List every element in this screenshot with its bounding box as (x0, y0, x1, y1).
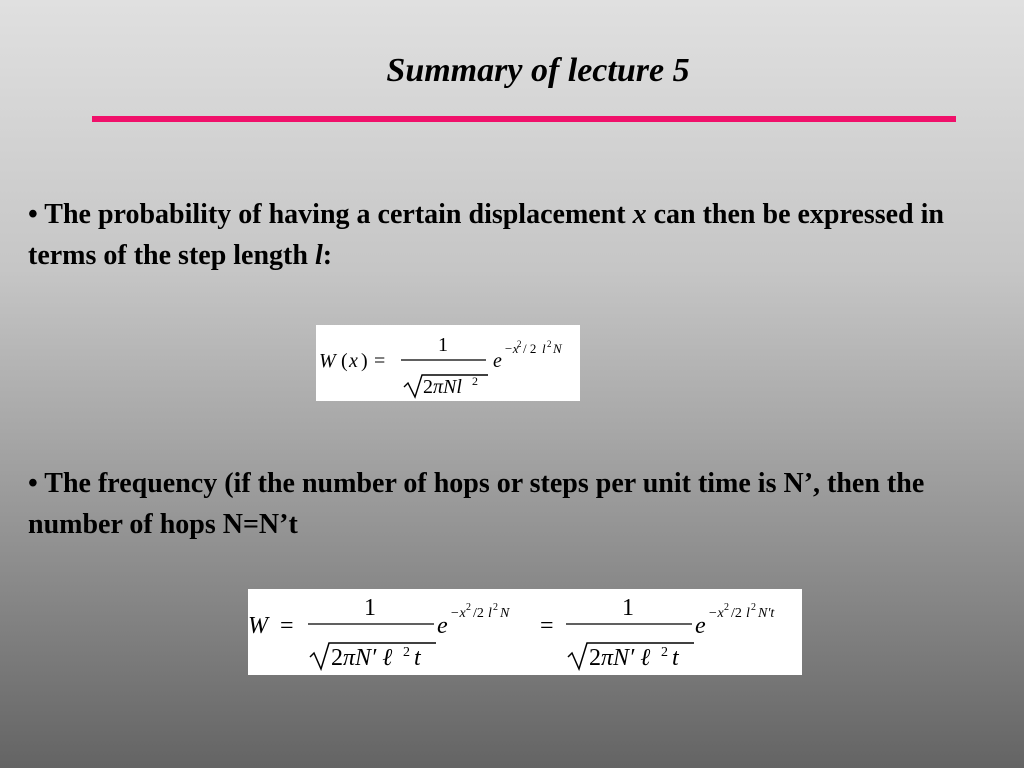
svg-text:e: e (493, 350, 502, 372)
svg-text:2: 2 (589, 645, 601, 671)
variable-x: x (632, 199, 647, 230)
svg-text:2: 2 (751, 602, 756, 613)
equation-time-dependent (248, 589, 802, 675)
svg-text:t: t (672, 645, 679, 671)
bullet-marker: • (28, 468, 38, 499)
svg-text:1: 1 (364, 595, 376, 621)
svg-text:2: 2 (466, 602, 471, 613)
svg-text:πN′ ℓ: πN′ ℓ (343, 645, 393, 671)
svg-text:2: 2 (423, 376, 433, 398)
svg-text:2: 2 (493, 602, 498, 613)
svg-text:−x: −x (450, 606, 466, 621)
svg-text:−x: −x (504, 341, 519, 356)
svg-text:W: W (248, 613, 268, 639)
svg-text:2: 2 (661, 645, 668, 660)
svg-text:/ 2: / 2 (523, 341, 537, 356)
svg-text:=: = (374, 350, 386, 372)
svg-text:1: 1 (622, 595, 634, 621)
svg-text:/2: /2 (731, 606, 742, 621)
svg-text:πN′ ℓ: πN′ ℓ (601, 645, 651, 671)
bullet-text-part: The probability of having a certain displacement (37, 199, 633, 230)
bullet-text-part: can then be expressed in terms of the step length (28, 199, 944, 271)
svg-text:(: ( (341, 350, 348, 372)
svg-text:=: = (280, 613, 294, 639)
svg-text:l: l (488, 606, 492, 621)
svg-text:2: 2 (517, 339, 522, 349)
svg-text:W: W (319, 350, 336, 372)
svg-text:e: e (437, 613, 448, 639)
svg-text:l: l (542, 341, 546, 356)
svg-text:e: e (695, 613, 706, 639)
svg-text:=: = (540, 613, 554, 639)
svg-text:l: l (746, 606, 750, 621)
svg-text:N: N (500, 606, 510, 621)
svg-text:2: 2 (472, 374, 478, 388)
svg-text:t: t (414, 645, 421, 671)
svg-text:/2: /2 (473, 606, 484, 621)
svg-text:N′t: N′t (758, 606, 775, 621)
svg-text:x: x (349, 350, 358, 372)
bullet-frequency (28, 463, 988, 545)
svg-text:): ) (361, 350, 368, 372)
svg-text:2: 2 (331, 645, 343, 671)
bullet-marker: • (28, 199, 38, 230)
bullet-text-part: : (322, 240, 333, 271)
slide-title: Summary of lecture 5 (386, 52, 690, 89)
svg-text:πNl: πNl (433, 376, 462, 398)
bullet-text: The frequency (if the number of hops or steps per unit time is N’, then the number of hops N=N’t (28, 468, 925, 540)
equation-gaussian-displacement (316, 325, 580, 401)
svg-text:1: 1 (438, 334, 448, 356)
svg-text:2: 2 (403, 645, 410, 660)
svg-text:N: N (553, 341, 562, 356)
variable-l: l (314, 240, 323, 271)
svg-text:−x: −x (708, 606, 724, 621)
svg-text:2: 2 (724, 602, 729, 613)
bullet-probability (28, 194, 988, 276)
title-underline (92, 116, 956, 122)
svg-text:2: 2 (547, 339, 552, 349)
